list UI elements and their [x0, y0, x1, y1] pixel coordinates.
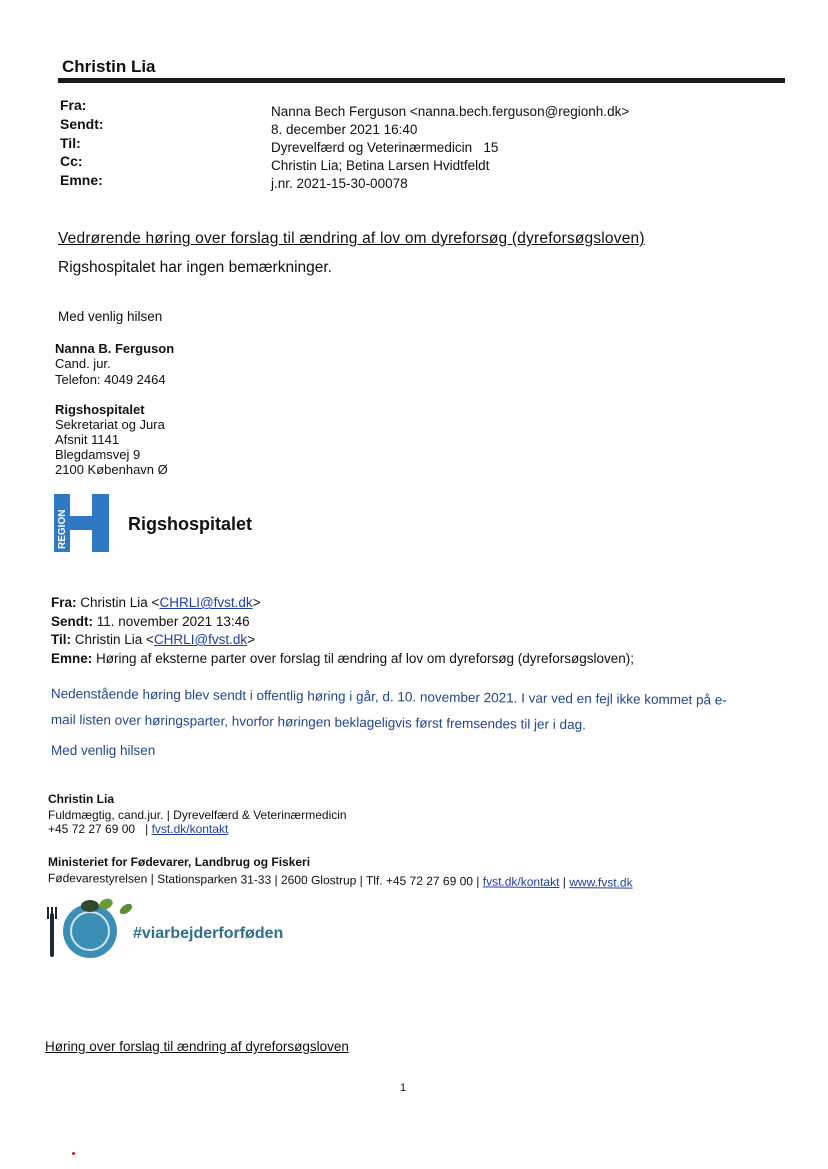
- to-label: Til:: [60, 135, 81, 151]
- fwd-sent-line: [51, 614, 250, 629]
- fwd-from-close: >: [252, 595, 261, 610]
- fwd-from-label: Fra:: [51, 595, 77, 610]
- agency-line: [48, 871, 633, 890]
- fwd-from-email-link[interactable]: CHRLI@fvst.dk: [159, 595, 253, 610]
- to-value: Dyrevelfærd og Veterinærmedicin 15: [271, 140, 499, 155]
- agency-contact-link[interactable]: fvst.dk/kontakt: [482, 874, 560, 890]
- region-logo-text: REGION: [57, 509, 68, 549]
- signature-city: 2100 København Ø: [55, 462, 168, 477]
- message-body: Rigshospitalet har ingen bemærkninger.: [58, 259, 332, 276]
- signature-street: Blegdamsvej 9: [55, 447, 141, 462]
- fwd-to-email-link[interactable]: CHRLI@fvst.dk: [153, 632, 248, 647]
- fvst-signature-name: Christin Lia: [48, 792, 115, 806]
- signature-title: Cand. jur.: [55, 356, 111, 371]
- header-rule: [58, 78, 785, 83]
- fwd-body-line-1: Nedenstående høring blev sendt i offentlig høring i går, d. 10. november 2021. I var ved en fejl ikke kommet på e-: [50, 686, 727, 708]
- from-label: Fra:: [60, 97, 87, 113]
- fwd-from-line: [51, 595, 261, 610]
- subject-value: j.nr. 2021-15-30-00078: [271, 176, 408, 191]
- ministry-name: Ministeriet for Fødevarer, Landbrug og Fiskeri: [48, 855, 311, 869]
- fvst-contact-link[interactable]: fvst.dk/kontakt: [151, 822, 229, 836]
- fwd-to-close: >: [247, 632, 256, 647]
- footer-document-link[interactable]: Høring over forslag til ændring af dyreforsøgsloven: [45, 1039, 349, 1054]
- subject-label: Emne:: [60, 172, 103, 188]
- fvst-phone-separator: |: [145, 822, 149, 836]
- page-number: 1: [400, 1082, 407, 1094]
- fwd-subject-label: Emne:: [51, 651, 93, 666]
- sent-value: 8. december 2021 16:40: [271, 122, 418, 137]
- fwd-subject-value: Høring af eksterne parter over forslag til ændring af lov om dyreforsøg (dyreforsøgsloven);: [96, 651, 634, 666]
- agency-address: Fødevarestyrelsen | Stationsparken 31-33 | 2600 Glostrup | Tlf. +45 72 27 69 00 |: [47, 871, 480, 889]
- fwd-sent-label: Sendt:: [51, 614, 93, 629]
- fwd-from-name: Christin Lia <: [80, 595, 160, 610]
- fvst-plate-logo: [44, 895, 134, 966]
- fvst-signature-title: Fuldmægtig, cand.jur. | Dyrevelfærd & Veterinærmedicin: [48, 808, 347, 822]
- fwd-sent-value: 11. november 2021 13:46: [96, 614, 250, 629]
- agency-link-separator: |: [562, 875, 566, 890]
- message-subject-link[interactable]: Vedrørende høring over forslag til ændring af lov om dyreforsøg (dyreforsøgsloven): [58, 230, 645, 247]
- region-h-logo: [54, 494, 112, 557]
- scan-speck: [72, 1152, 75, 1155]
- fwd-to-name: Christin Lia <: [74, 632, 154, 647]
- signature-phone: Telefon: 4049 2464: [55, 372, 166, 387]
- sent-label: Sendt:: [60, 116, 104, 132]
- signature-dept: Sekretariat og Jura: [55, 417, 165, 432]
- signature-section: Afsnit 1141: [55, 432, 120, 447]
- fwd-body-line-2: mail listen over høringsparter, hvorfor høringen beklageligvis først fremsendes til jer i dag.: [50, 712, 586, 733]
- plate-fork-leaves-icon: [44, 895, 134, 961]
- region-logo-name: Rigshospitalet: [128, 514, 253, 534]
- fwd-to-label: Til:: [51, 632, 71, 647]
- from-value: Nanna Bech Ferguson <nanna.bech.ferguson@regionh.dk>: [271, 104, 630, 119]
- fvst-hashtag: #viarbejderforføden: [133, 925, 284, 942]
- fwd-to-line: [51, 632, 255, 647]
- agency-website-link[interactable]: www.fvst.dk: [569, 875, 633, 890]
- fwd-greeting: Med venlig hilsen: [51, 743, 156, 758]
- signature-org: Rigshospitalet: [55, 402, 145, 417]
- fvst-signature-phone: +45 72 27 69 00: [48, 822, 136, 836]
- message-greeting: Med venlig hilsen: [58, 309, 163, 324]
- cc-value: Christin Lia; Betina Larsen Hvidtfeldt: [271, 158, 490, 173]
- sender-name: Christin Lia: [62, 57, 156, 76]
- signature-name: Nanna B. Ferguson: [55, 341, 175, 356]
- fwd-subject-line: [51, 651, 634, 666]
- region-h-logo-icon: [54, 494, 112, 552]
- fvst-signature-phone-line: [48, 822, 228, 836]
- cc-label: Cc:: [60, 153, 83, 169]
